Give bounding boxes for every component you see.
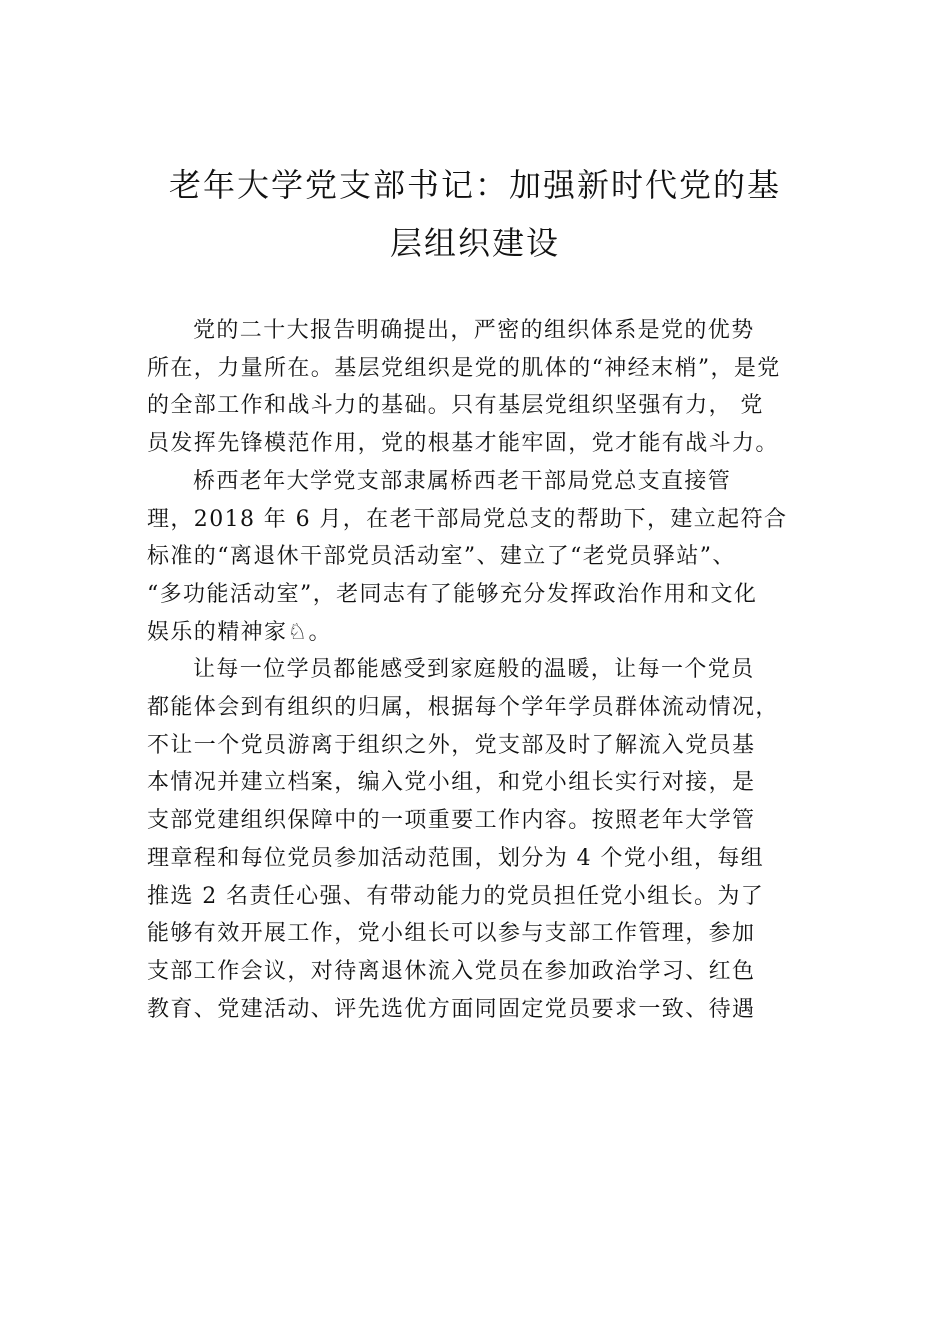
paragraph-line: 本情况并建立档案，编入党小组，和党小组长实行对接，是	[147, 770, 756, 796]
paragraph-line: 理，2018 年 6 月，在老干部局党总支的帮助下，建立起符合	[147, 506, 788, 532]
paragraph-line: 娱乐的精神家♘。	[147, 619, 332, 645]
paragraph-line: 教育、党建活动、评先选优方面同固定党员要求一致、待遇	[147, 996, 756, 1022]
paragraph-line: “多功能活动室”，老同志有了能够充分发挥政治作用和文化	[147, 581, 758, 607]
paragraph-1	[147, 312, 827, 463]
paragraph-line: 理章程和每位党员参加活动范围，划分为 4 个党小组，每组	[147, 845, 765, 871]
paragraph-line: 推选 2 名责任心强、有带动能力的党员担任党小组长。为了	[147, 883, 765, 909]
paragraph-line: 标准的“离退休干部党员活动室”、建立了“老党员驿站”、	[147, 544, 736, 570]
paragraph-line: 桥西老年大学党支部隶属桥西老干部局党总支直接管	[193, 468, 732, 494]
paragraph-line: 所在，力量所在。基层党组织是党的肌体的“神经末梢”，是党	[147, 355, 781, 381]
document-title-line-2: 层组织建设	[389, 224, 560, 262]
document-title-line-1: 老年大学党支部书记：加强新时代党的基	[168, 166, 781, 204]
paragraph-line: 不让一个党员游离于组织之外，党支部及时了解流入党员基	[147, 732, 756, 758]
paragraph-line: 员发挥先锋模范作用，党的根基才能牢固，党才能有战斗力。	[147, 431, 779, 457]
paragraph-2	[147, 463, 827, 652]
paragraph-line: 能够有效开展工作，党小组长可以参与支部工作管理，参加	[147, 921, 756, 947]
document-body	[147, 312, 827, 1028]
paragraph-line: 都能体会到有组织的归属，根据每个学年学员群体流动情况，	[147, 695, 779, 721]
paragraph-line: 支部工作会议，对待离退休流入党员在参加政治学习、红色	[147, 958, 756, 984]
paragraph-line: 党的二十大报告明确提出，严密的组织体系是党的优势	[193, 318, 755, 343]
paragraph-line: 支部党建组织保障中的一项重要工作内容。按照老年大学管	[147, 808, 756, 834]
paragraph-line: 的全部工作和战斗力的基础。只有基层党组织坚强有力， 党	[147, 393, 764, 419]
paragraph-line: 让每一位学员都能感受到家庭般的温暖，让每一个党员	[193, 657, 755, 683]
paragraph-3	[147, 651, 827, 1028]
